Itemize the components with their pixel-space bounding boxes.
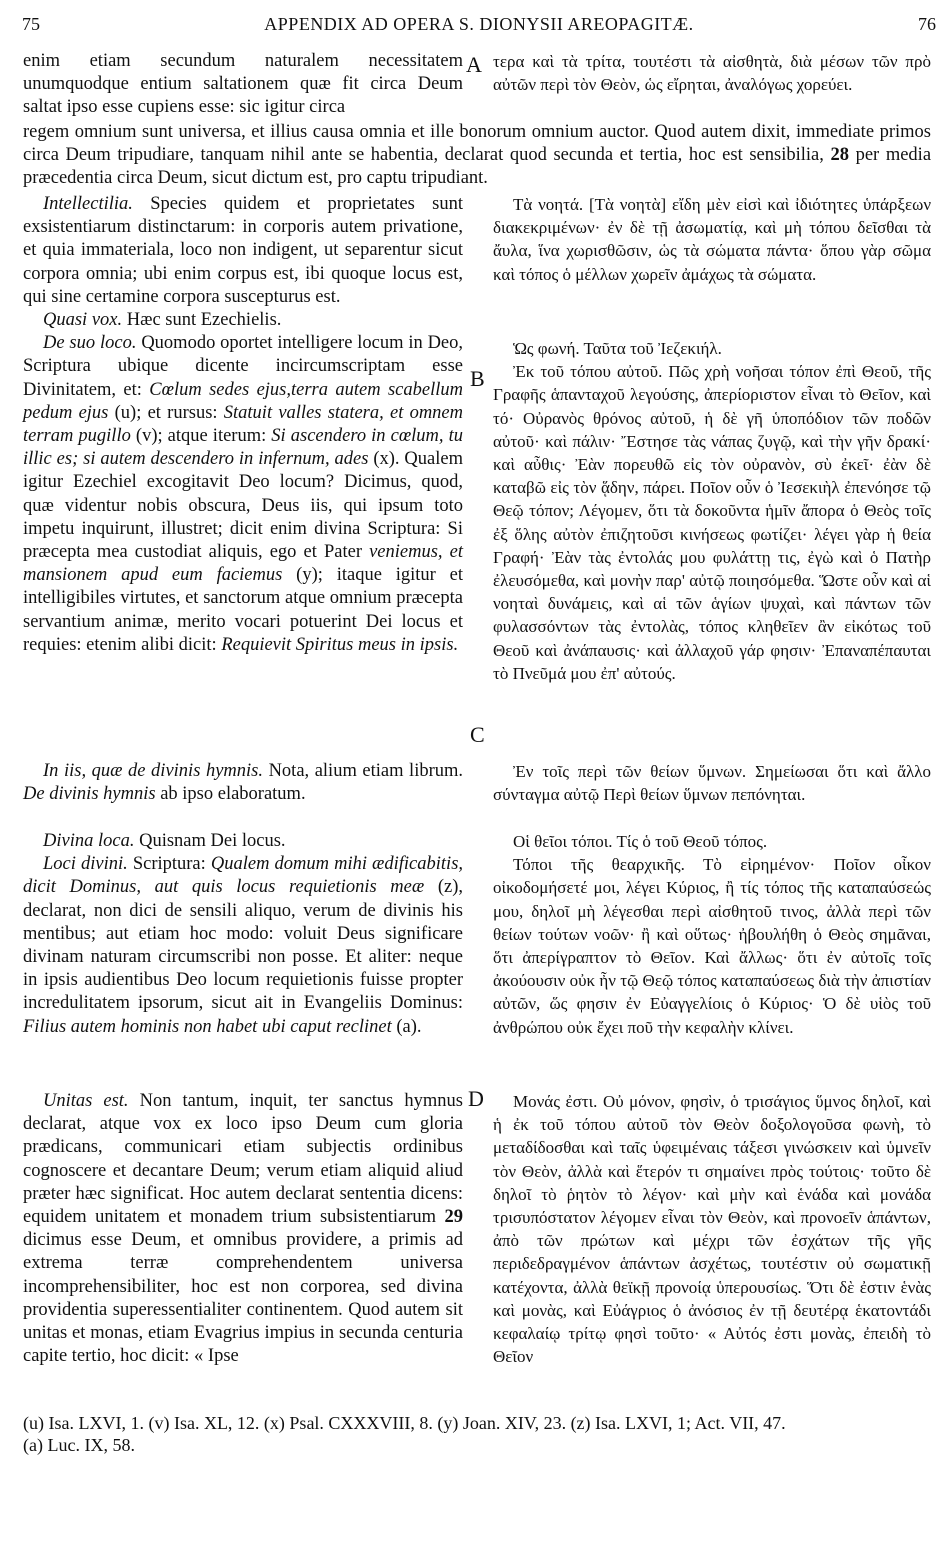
ref-v: (v); atque iterum: — [135, 426, 267, 447]
greek-noeta: Τὰ νοητά. [Τὰ νοητὰ] εἴδη μὲν εἰσὶ καὶ ἰδιότητες ὑπάρξεων διακεκριμένων· ἐν δὲ τῇ ἀσωματίᾳ, καὶ μὴ τόπου δεῖσθαι τὰ ἄυλα, ἵνα χωρισθῶσιν, ὡς τὰ σώματα πάντα· ὅπου γὰρ σῶμα καὶ τόπος ὁ μέλλων χωρεῖν ἀμάχως τὰ σώματα. — [493, 195, 931, 284]
heading-divina-loca: Divina loca. — [43, 831, 135, 851]
latin-column-unitas — [23, 1090, 463, 1368]
greek-column-topou — [493, 337, 931, 685]
latin-divina-loca — [23, 830, 463, 853]
greek-column-hymnon — [493, 760, 931, 806]
margin-marker-a: A — [466, 52, 482, 77]
greek-topou: Ἐκ τοῦ τόπου αὐτοῦ. Πῶς χρὴ νοῆσαι τόπον ἐπὶ Θεοῦ, τῆς Γραφῆς ἁπανταχοῦ λεγούσης, ἀπερίοριστον εἶναι τὸ Θεῖον, καὶ τό· Οὐρανὸς θρόνος αὐτοῦ, ἡ δὲ γῆ ὑποπόδιον τῶν ποδῶν αὐτοῦ· καὶ πάλιν· Ἔστησε τὰς νάπας ζυγῷ, καὶ τὴν γῆν δρακί· καὶ αὖθις· Ἐὰν πορευθῶ εἰς τὸν οὐρανὸν, σὺ ἐκεῖ· ἐὰν δὲ καταβῶ εἰς τὸν ᾅδην, πάρει. Ποῖον οὖν ὁ Ἰεσεκιὴλ ἐπενόησε τῷ Θεῷ τόπον; Λέγομεν, ὅτι τὰ δοκοῦντα ἡμῖν ἄπορα ὁ Θεὸς τοῖς ἐξ ὅλης αὐτὸν ἐπιζητοῦσι κινήσεως φωτίζει· λέγει γὰρ ἡ θεία Γραφή· Ἐὰν τὰς ἐντολάς μου φυλάττῃ τις, ἐγὼ καὶ ὁ Πατὴρ ἐλευσόμεθα, καὶ μονὴν παρ' αὐτῷ ποιησόμεθα. Ὥστε οὖν καὶ αἱ νοηταὶ δυνάμεις, καὶ αἱ τῶν ἁγίων ψυχαὶ, καὶ πάντων τῶν φυλασσόντων τὰς ἐντολὰς, τόπος κληθεῖεν ἂν εἰκότως τοῦ Θεοῦ καὶ ἀνάπαυσις· καὶ ἀλλαχοῦ γάρ φησιν· Ἐπαναπέπαυται τὸ Πνεῦμά μου ἐπ' αὐτούς. — [493, 362, 931, 683]
text-de-suo-3: (y); itaque igitur et intelligibiles virtutes, et sanctorum atque omnium præcepta servantium animæ, merito vocari potuerint Dei locus et requies: etenim alibi dicit: — [23, 565, 463, 655]
text-de-suo-2: (x). Qualem igitur Ezechiel excogitavit Deo locum? Dicimus, quod, quæ videntur nobis obscura, Deus iis, qui ipsum toto impetu inquirunt, illustret; dicit enim divina Scriptura: Si præcepta mea custodiat aliquis, ego et Pater — [23, 449, 463, 563]
greek-monas: Μονάς ἐστι. Οὐ μόνον, φησὶν, ὁ τρισάγιος ὕμνος δηλοῖ, καὶ ἡ ἐκ τοῦ τόπου αὐτοῦ τὸν Θεὸν δοξολογοῦσα φωνὴ, τὸ μεταδίδοσθαι καὶ ταῖς ὑφειμέναις τάξεσι γινώσκειν καὶ ὑμνεῖν τὸν Θεὸν, ἀλλὰ καὶ ἕτερόν τι σημαίνει πρὸς τούτοις· τοῦτο δὲ δηλοῖ τὸ ῥητὸν τὸ λέγον· καὶ μὴν καὶ ἑνάδα καὶ μονάδα τρισυπόστατον λέγομεν εἶναι τὸν Θεὸν, καὶ προνοεῖν ἁπάντων, ἀπὸ τῶν πρώτων καὶ μέχρι τῶν ἐσχάτων τῆς γῆς περιδεδραγμένον ἁπάντων ἀσχέτως, τουτέστιν οὐ σωματικῇ κατέχοντα, ἀλλὰ θεϊκῇ προνοίᾳ ὑπερουσίως. Ὅτι δὲ ἐστιν ἑνὰς καὶ μονὰς, καὶ Εὐάγριος ὁ ἀνόσιος ἐν τῇ δευτέρᾳ ἑκατοντάδι κεφαλαίῳ τρίτῳ φησὶ τοῦτο· « Αὐτός ἐστι μονὰς, ἐπειδὴ τὸ Θεῖον — [493, 1092, 931, 1367]
text-hymns-2: ab ipso elaboratum. — [160, 784, 306, 805]
latin-quasi-vox — [23, 309, 463, 332]
latin-column-loca — [23, 830, 463, 1039]
heading-unitas: Unitas est. — [43, 1091, 129, 1111]
text-divina-loca: Quisnam Dei locus. — [139, 831, 286, 851]
inline-number-29: 29 — [444, 1207, 464, 1228]
latin-loci-divini — [23, 853, 463, 1039]
latin-unitas — [23, 1090, 463, 1368]
quote-qualem-domum: Qualem domum mihi ædificabitis, dicit Dominus, aut quis locus requietionis meæ — [23, 854, 464, 898]
greek-column-topoi — [493, 830, 931, 1039]
greek-phone: Ὡς φωνή. Ταῦτα τοῦ Ἰεζεκιήλ. — [513, 339, 722, 358]
latin-hymns — [23, 760, 463, 806]
full-width-block — [23, 121, 931, 191]
latin-column — [23, 193, 463, 657]
text-loci-3: (a). — [396, 1016, 422, 1037]
text-loci-2: (z), declarat, non dici de sensili aliquo, verum de divinis his mentibus; aut etiam hoc modo: voluit Deus significare divinam naturam circumscribi non posse. Et aliter: neque in ipsis audientibus Deo locum requietionis fuisse propter incredulitatem ipsorum, sicut ait in Evangeliis Dominus: — [23, 877, 463, 1014]
greek-column-top — [493, 50, 931, 96]
heading-de-suo-loco: De suo loco. — [43, 333, 137, 354]
latin-column-hymns — [23, 760, 463, 806]
margin-marker-c: C — [470, 722, 485, 747]
page-header — [22, 14, 936, 40]
full-text-b: per media præcedentia circa Deum, sicut dictum est, pro captu tripudiant. — [23, 145, 932, 189]
page-number-left: 75 — [22, 14, 40, 34]
greek-paragraph-intro: τερα καὶ τὰ τρίτα, τουτέστι τὰ αἰσθητὰ, διὰ μέσων τῶν πρὸ αὐτῶν περὶ τὸν Θεὸν, ὡς εἴρηται, ἀναλόγως χορεύει. — [493, 52, 931, 95]
heading-intellectilia: Intellectilia. — [43, 194, 133, 214]
full-width-paragraph — [23, 121, 931, 191]
margin-marker-b: B — [470, 366, 485, 391]
quote-caelum: Cœlum sedes ejus,terra autem scabellum pedum ejus — [23, 379, 463, 423]
inline-number-28: 28 — [830, 145, 849, 166]
text-intellectilia: Species quidem et proprietates sunt exsistentiarum distinctarum: in corporis autem privatione, et quia immateriala, loco non indigent, ut separentur sicut corpora omnia; ubi enim corpus est, ibi quoque locus est, qui sine certamine corpora suscepturus est. — [23, 194, 463, 307]
greek-theioi: Οἱ θεῖοι τόποι. Τίς ὁ τοῦ Θεοῦ τόπος. — [513, 832, 768, 851]
text-hymns-1: Nota, alium etiam librum. — [268, 761, 464, 781]
heading-quasi-vox: Quasi vox. — [43, 310, 123, 331]
latin-de-suo-loco — [23, 332, 463, 657]
footnotes — [23, 1412, 933, 1456]
margin-marker-d: D — [468, 1086, 484, 1111]
latin-paragraph-intro: enim etiam secundum naturalem necessitatem unumquodque entium saltationem quæ fit circa Deum saltat ipso esse cupiens esse: sic igitur circa — [23, 51, 463, 118]
quote-requievit: Requievit Spiritus meus in ipsis. — [221, 634, 459, 655]
quote-filius-hominis: Filius autem hominis non habet ubi caput reclinet — [23, 1016, 392, 1037]
page-number-right: 76 — [918, 14, 936, 34]
title-de-divinis-hymnis: De divinis hymnis — [23, 784, 156, 805]
latin-column-top — [23, 50, 463, 120]
heading-hymns: In iis, quæ de divinis hymnis. — [43, 761, 263, 781]
full-text-a: regem omnium sunt universa, et illius causa omnia et ille bonorum omnium auctor. Quod autem dixit, immediate primos circa Deum tripudiare, tanquam nihil ante se habentia, declarat quod secunda et tertia, hoc est sensibilia, — [23, 122, 931, 166]
heading-loci-divini: Loci divini. — [43, 854, 128, 875]
quote-veniemus: veniemus, et mansionem apud eum faciemus — [23, 542, 463, 586]
greek-hymnon: Ἐν τοῖς περὶ τῶν θείων ὕμνων. Σημείωσαι ὅτι καὶ ἄλλο σύνταγμα αὐτῷ Περὶ θείων ὕμνων πεπόνηται. — [493, 762, 931, 805]
running-title: APPENDIX AD OPERA S. DIONYSII AREOPAGITÆ. — [264, 14, 694, 34]
text-quasi-vox: Hæc sunt Ezechielis. — [126, 310, 282, 331]
text-unitas-2: dicimus esse Deum, et omnibus providere, a primis ad extrema terræ comprehendentem universa incomprehensibiliter, hoc est non corporea, sed divina providentia superessentialiter continentem. Quod autem sit unitas et monas, etiam Evagrius impius in secunda centuria capite tertio, hoc dicit: « Ipse — [23, 1230, 463, 1367]
quote-ascendero: Si ascendero in cœlum, tu illic es; si autem descendero in infernum, ades — [23, 426, 463, 470]
text-unitas-1: Non tantum, inquit, ter sanctus hymnus declarat, atque vox ex loco ipso Deum cum gloria prædicans, communicari etiam subjectis ordinibus cognoscere et decantare Deum; verum etiam aliquid aliud præter hæc significat. Hoc autem declarat sententia dicens: equidem unitatem et monadem trium subsistentiarum — [23, 1091, 464, 1228]
footnote-line-2: (a) Luc. IX, 58. — [23, 1435, 135, 1455]
greek-topoi: Τόποι τῆς θεαρχικῆς. Τὸ εἰρημένον· Ποῖον οἶκον οἰκοδομήσετέ μοι, λέγει Κύριος, ἢ τίς τόπος τῆς καταπαύσεώς μου, δηλοῖ μὴ λέγεσθαι περὶ αἰσθητοῦ τινος, ἀλλὰ περὶ τῶν θείων τούτων νοῶν· ἢ καὶ οὕτως· ἠβουλήθη ὁ Θεὸς σημᾶναι, ὅτι ἀπερίγραπτον τὸ Θεῖον. Καὶ ἄλλως· ὅτι ἐν αὐτοῖς τοῖς ἀκούουσιν οὐκ ἦν τῷ Θεῷ τόπος καταπαύσεως διὰ τὴν ἀπιστίαν αὐτῶν, ὥς φησιν ἐν Εὐαγγελίοις ὁ Κύριος· Ὁ δὲ υἱὸς τοῦ ἀνθρώπου οὐκ ἔχει ποῦ τὴν κεφαλὴν κλίνει. — [493, 855, 931, 1037]
footnote-line-1: (u) Isa. LXVI, 1. (v) Isa. XL, 12. (x) Psal. CXXXVIII, 8. (y) Joan. XIV, 23. (z) Isa. LXVI, 1; Act. VII, 47. — [23, 1413, 786, 1433]
greek-column-noeta — [493, 193, 931, 286]
quote-statuit: Statuit valles statera, et omnem terram pugillo — [23, 402, 464, 447]
text-loci-1: Scriptura: — [132, 854, 206, 875]
ref-u: (u); et rursus: — [114, 402, 218, 423]
greek-column-monas — [493, 1090, 931, 1368]
latin-intellectilia — [23, 193, 463, 309]
text-de-suo-1: Quomodo oportet intelligere locum in Deo, Scriptura ubique dicente incircumscriptam esse Divinitatem, et: — [23, 333, 464, 400]
